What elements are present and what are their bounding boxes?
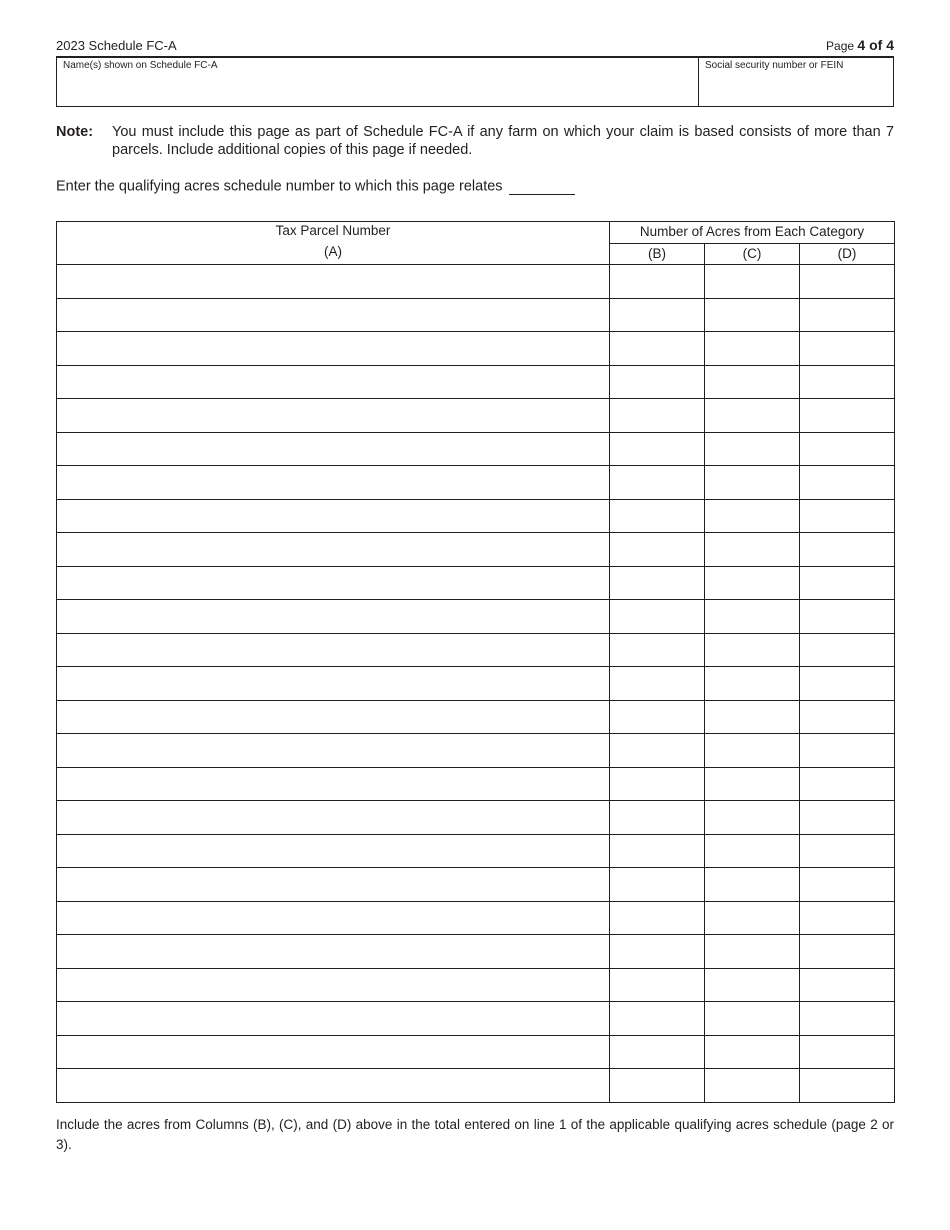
acres-c-input[interactable] bbox=[705, 366, 799, 399]
cell-c bbox=[705, 600, 800, 634]
tax-parcel-number-input[interactable] bbox=[57, 935, 609, 968]
acres-b-input[interactable] bbox=[610, 801, 704, 834]
cell-d bbox=[800, 265, 895, 299]
cell-a bbox=[57, 499, 610, 533]
acres-d-input[interactable] bbox=[800, 868, 894, 901]
cell-b bbox=[610, 399, 705, 433]
acres-b-input[interactable] bbox=[610, 868, 704, 901]
table-row bbox=[57, 834, 895, 868]
note-label: Note: bbox=[56, 124, 94, 140]
acres-b-input[interactable] bbox=[610, 969, 704, 1002]
cell-c bbox=[705, 432, 800, 466]
acres-b-input[interactable] bbox=[610, 701, 704, 734]
acres-d-input[interactable] bbox=[800, 1036, 894, 1069]
acres-d-input[interactable] bbox=[800, 768, 894, 801]
cell-b bbox=[610, 968, 705, 1002]
cell-c bbox=[705, 399, 800, 433]
acres-b-input[interactable] bbox=[610, 299, 704, 332]
acres-c-input[interactable] bbox=[705, 969, 799, 1002]
cell-b bbox=[610, 901, 705, 935]
tax-parcel-number-input[interactable] bbox=[57, 1036, 609, 1069]
cell-a bbox=[57, 868, 610, 902]
cell-a bbox=[57, 365, 610, 399]
table-row bbox=[57, 633, 895, 667]
tax-parcel-number-input[interactable] bbox=[57, 835, 609, 868]
tax-parcel-number-input[interactable] bbox=[57, 969, 609, 1002]
acres-d-input[interactable] bbox=[800, 466, 894, 499]
cell-c bbox=[705, 1002, 800, 1036]
cell-a bbox=[57, 901, 610, 935]
schedule-reference bbox=[56, 178, 575, 195]
cell-c bbox=[705, 734, 800, 768]
cell-d bbox=[800, 734, 895, 768]
col-a-header bbox=[57, 222, 610, 265]
name-input[interactable] bbox=[63, 76, 692, 100]
cell-c bbox=[705, 566, 800, 600]
name-cell bbox=[57, 58, 699, 106]
cell-d bbox=[800, 700, 895, 734]
cell-a bbox=[57, 466, 610, 500]
acres-c-input[interactable] bbox=[705, 1069, 799, 1102]
acres-b-input[interactable] bbox=[610, 667, 704, 700]
cell-b bbox=[610, 466, 705, 500]
taxpayer-id-box bbox=[56, 56, 894, 107]
cell-a bbox=[57, 734, 610, 768]
acres-b-input[interactable] bbox=[610, 902, 704, 935]
cell-c bbox=[705, 767, 800, 801]
tax-parcel-number-input[interactable] bbox=[57, 701, 609, 734]
acres-b-input[interactable] bbox=[610, 935, 704, 968]
acres-d-input[interactable] bbox=[800, 634, 894, 667]
cell-b bbox=[610, 1002, 705, 1036]
cell-b bbox=[610, 868, 705, 902]
cell-a bbox=[57, 265, 610, 299]
table-row bbox=[57, 1069, 895, 1103]
cell-b bbox=[610, 499, 705, 533]
acres-d-input[interactable] bbox=[800, 366, 894, 399]
col-c-header: (C) bbox=[705, 243, 800, 265]
table-row bbox=[57, 298, 895, 332]
tax-parcel-number-input[interactable] bbox=[57, 801, 609, 834]
cell-d bbox=[800, 968, 895, 1002]
acres-c-input[interactable] bbox=[705, 734, 799, 767]
cell-a bbox=[57, 332, 610, 366]
acres-c-input[interactable] bbox=[705, 299, 799, 332]
schedule-reference-text: Enter the qualifying acres schedule number to which this page relates bbox=[56, 178, 503, 195]
cell-d bbox=[800, 868, 895, 902]
cell-a bbox=[57, 834, 610, 868]
cell-a bbox=[57, 533, 610, 567]
acres-d-input[interactable] bbox=[800, 1002, 894, 1035]
table-row bbox=[57, 700, 895, 734]
schedule-number-input[interactable] bbox=[509, 178, 575, 195]
acres-d-input[interactable] bbox=[800, 902, 894, 935]
acres-b-input[interactable] bbox=[610, 332, 704, 365]
acres-c-input[interactable] bbox=[705, 1002, 799, 1035]
acres-b-input[interactable] bbox=[610, 433, 704, 466]
cell-c bbox=[705, 868, 800, 902]
acres-d-input[interactable] bbox=[800, 533, 894, 566]
cell-b bbox=[610, 332, 705, 366]
tax-parcel-number-input[interactable] bbox=[57, 734, 609, 767]
tax-parcel-number-input[interactable] bbox=[57, 868, 609, 901]
acres-d-input[interactable] bbox=[800, 734, 894, 767]
cell-d bbox=[800, 499, 895, 533]
table-row bbox=[57, 667, 895, 701]
acres-b-input[interactable] bbox=[610, 634, 704, 667]
table-row bbox=[57, 399, 895, 433]
parcel-table bbox=[56, 221, 895, 1103]
tax-parcel-number-input[interactable] bbox=[57, 332, 609, 365]
name-label: Name(s) shown on Schedule FC-A bbox=[63, 60, 218, 71]
footer-instruction: Include the acres from Columns (B), (C), and (D) above in the total entered on line 1 of the applicable qualifying acres schedule (page 2 or 3). bbox=[56, 1117, 894, 1152]
cell-c bbox=[705, 1069, 800, 1103]
acres-b-input[interactable] bbox=[610, 399, 704, 432]
note-block bbox=[56, 123, 894, 159]
acres-c-input[interactable] bbox=[705, 667, 799, 700]
cell-c bbox=[705, 700, 800, 734]
cell-d bbox=[800, 667, 895, 701]
table-row bbox=[57, 533, 895, 567]
cell-c bbox=[705, 667, 800, 701]
cell-d bbox=[800, 767, 895, 801]
tax-parcel-number-input[interactable] bbox=[57, 634, 609, 667]
cell-a bbox=[57, 968, 610, 1002]
cell-a bbox=[57, 399, 610, 433]
acres-c-input[interactable] bbox=[705, 399, 799, 432]
acres-c-input[interactable] bbox=[705, 567, 799, 600]
col-d-header: (D) bbox=[800, 243, 895, 265]
acres-d-input[interactable] bbox=[800, 600, 894, 633]
page-prefix: Page bbox=[826, 39, 855, 53]
cell-b bbox=[610, 935, 705, 969]
table-row bbox=[57, 868, 895, 902]
acres-b-input[interactable] bbox=[610, 533, 704, 566]
acres-b-input[interactable] bbox=[610, 768, 704, 801]
cell-b bbox=[610, 600, 705, 634]
cell-c bbox=[705, 466, 800, 500]
cell-a bbox=[57, 667, 610, 701]
tax-parcel-number-input[interactable] bbox=[57, 433, 609, 466]
col-a-letter: (A) bbox=[324, 244, 342, 259]
tax-parcel-number-input[interactable] bbox=[57, 366, 609, 399]
cell-b bbox=[610, 432, 705, 466]
col-a-title: Tax Parcel Number bbox=[275, 223, 391, 238]
page-number: 4 of 4 bbox=[857, 37, 894, 53]
cell-d bbox=[800, 533, 895, 567]
cell-b bbox=[610, 734, 705, 768]
table-row bbox=[57, 432, 895, 466]
cell-d bbox=[800, 332, 895, 366]
cell-a bbox=[57, 566, 610, 600]
cell-a bbox=[57, 600, 610, 634]
cell-a bbox=[57, 801, 610, 835]
acres-c-input[interactable] bbox=[705, 868, 799, 901]
acres-group-header: Number of Acres from Each Category bbox=[610, 222, 895, 244]
acres-c-input[interactable] bbox=[705, 902, 799, 935]
acres-c-input[interactable] bbox=[705, 466, 799, 499]
form-title: 2023 Schedule FC-A bbox=[56, 38, 177, 53]
acres-b-input[interactable] bbox=[610, 734, 704, 767]
cell-d bbox=[800, 1035, 895, 1069]
acres-c-input[interactable] bbox=[705, 835, 799, 868]
tax-parcel-number-input[interactable] bbox=[57, 1069, 609, 1102]
acres-d-input[interactable] bbox=[800, 835, 894, 868]
acres-d-input[interactable] bbox=[800, 332, 894, 365]
cell-b bbox=[610, 1069, 705, 1103]
table-row bbox=[57, 332, 895, 366]
acres-c-input[interactable] bbox=[705, 634, 799, 667]
cell-a bbox=[57, 935, 610, 969]
col-b-header: (B) bbox=[610, 243, 705, 265]
note-text: You must include this page as part of Schedule FC-A if any farm on which your claim is based consists of more than 7 parcels. Include additional copies of this page if needed. bbox=[112, 124, 894, 158]
acres-c-input[interactable] bbox=[705, 1036, 799, 1069]
cell-b bbox=[610, 767, 705, 801]
tax-parcel-number-input[interactable] bbox=[57, 667, 609, 700]
acres-c-input[interactable] bbox=[705, 935, 799, 968]
cell-d bbox=[800, 1002, 895, 1036]
acres-d-input[interactable] bbox=[800, 1069, 894, 1102]
acres-c-input[interactable] bbox=[705, 801, 799, 834]
cell-a bbox=[57, 700, 610, 734]
cell-b bbox=[610, 533, 705, 567]
table-row bbox=[57, 968, 895, 1002]
acres-d-input[interactable] bbox=[800, 433, 894, 466]
cell-b bbox=[610, 365, 705, 399]
table-row bbox=[57, 499, 895, 533]
cell-a bbox=[57, 298, 610, 332]
acres-c-input[interactable] bbox=[705, 433, 799, 466]
ssn-input[interactable] bbox=[705, 76, 887, 100]
tax-parcel-number-input[interactable] bbox=[57, 265, 609, 298]
cell-a bbox=[57, 767, 610, 801]
tax-parcel-number-input[interactable] bbox=[57, 600, 609, 633]
cell-d bbox=[800, 901, 895, 935]
cell-c bbox=[705, 633, 800, 667]
table-row bbox=[57, 1035, 895, 1069]
tax-parcel-number-input[interactable] bbox=[57, 902, 609, 935]
cell-b bbox=[610, 700, 705, 734]
table-row bbox=[57, 901, 895, 935]
cell-d bbox=[800, 466, 895, 500]
cell-d bbox=[800, 399, 895, 433]
table-row bbox=[57, 365, 895, 399]
acres-b-input[interactable] bbox=[610, 835, 704, 868]
table-row bbox=[57, 767, 895, 801]
acres-c-input[interactable] bbox=[705, 768, 799, 801]
acres-c-input[interactable] bbox=[705, 265, 799, 298]
tax-parcel-number-input[interactable] bbox=[57, 533, 609, 566]
table-row bbox=[57, 600, 895, 634]
cell-d bbox=[800, 633, 895, 667]
cell-a bbox=[57, 633, 610, 667]
acres-c-input[interactable] bbox=[705, 600, 799, 633]
cell-d bbox=[800, 935, 895, 969]
acres-c-input[interactable] bbox=[705, 500, 799, 533]
table-row bbox=[57, 265, 895, 299]
cell-d bbox=[800, 432, 895, 466]
cell-d bbox=[800, 566, 895, 600]
cell-a bbox=[57, 1002, 610, 1036]
acres-b-input[interactable] bbox=[610, 1002, 704, 1035]
acres-c-input[interactable] bbox=[705, 701, 799, 734]
tax-parcel-number-input[interactable] bbox=[57, 567, 609, 600]
cell-d bbox=[800, 298, 895, 332]
cell-b bbox=[610, 667, 705, 701]
cell-d bbox=[800, 834, 895, 868]
cell-c bbox=[705, 935, 800, 969]
cell-b bbox=[610, 1035, 705, 1069]
tax-parcel-number-input[interactable] bbox=[57, 466, 609, 499]
acres-c-input[interactable] bbox=[705, 332, 799, 365]
tax-parcel-number-input[interactable] bbox=[57, 399, 609, 432]
cell-c bbox=[705, 834, 800, 868]
table-row bbox=[57, 801, 895, 835]
cell-c bbox=[705, 901, 800, 935]
cell-b bbox=[610, 834, 705, 868]
cell-d bbox=[800, 365, 895, 399]
acres-d-input[interactable] bbox=[800, 935, 894, 968]
table-row bbox=[57, 466, 895, 500]
acres-d-input[interactable] bbox=[800, 701, 894, 734]
cell-a bbox=[57, 1035, 610, 1069]
acres-b-input[interactable] bbox=[610, 600, 704, 633]
cell-a bbox=[57, 1069, 610, 1103]
cell-c bbox=[705, 332, 800, 366]
tax-parcel-number-input[interactable] bbox=[57, 1002, 609, 1035]
tax-parcel-number-input[interactable] bbox=[57, 500, 609, 533]
acres-b-input[interactable] bbox=[610, 500, 704, 533]
acres-d-input[interactable] bbox=[800, 299, 894, 332]
table-row bbox=[57, 566, 895, 600]
table-row bbox=[57, 935, 895, 969]
cell-c bbox=[705, 265, 800, 299]
table-row bbox=[57, 734, 895, 768]
cell-c bbox=[705, 298, 800, 332]
cell-b bbox=[610, 633, 705, 667]
cell-c bbox=[705, 499, 800, 533]
ssn-label: Social security number or FEIN bbox=[705, 60, 844, 71]
cell-b bbox=[610, 566, 705, 600]
cell-d bbox=[800, 1069, 895, 1103]
cell-b bbox=[610, 265, 705, 299]
acres-b-input[interactable] bbox=[610, 466, 704, 499]
cell-c bbox=[705, 968, 800, 1002]
acres-d-input[interactable] bbox=[800, 667, 894, 700]
cell-c bbox=[705, 533, 800, 567]
acres-b-input[interactable] bbox=[610, 366, 704, 399]
acres-d-input[interactable] bbox=[800, 399, 894, 432]
table-row bbox=[57, 1002, 895, 1036]
tax-parcel-number-input[interactable] bbox=[57, 768, 609, 801]
cell-b bbox=[610, 298, 705, 332]
acres-d-input[interactable] bbox=[800, 969, 894, 1002]
cell-d bbox=[800, 801, 895, 835]
acres-c-input[interactable] bbox=[705, 533, 799, 566]
ssn-cell bbox=[699, 58, 893, 106]
page-indicator bbox=[826, 37, 894, 53]
cell-a bbox=[57, 432, 610, 466]
cell-c bbox=[705, 365, 800, 399]
cell-d bbox=[800, 600, 895, 634]
tax-parcel-number-input[interactable] bbox=[57, 299, 609, 332]
acres-b-input[interactable] bbox=[610, 265, 704, 298]
cell-c bbox=[705, 1035, 800, 1069]
cell-b bbox=[610, 801, 705, 835]
acres-b-input[interactable] bbox=[610, 1069, 704, 1102]
acres-d-input[interactable] bbox=[800, 801, 894, 834]
acres-b-input[interactable] bbox=[610, 567, 704, 600]
acres-d-input[interactable] bbox=[800, 265, 894, 298]
acres-d-input[interactable] bbox=[800, 567, 894, 600]
cell-c bbox=[705, 801, 800, 835]
acres-d-input[interactable] bbox=[800, 500, 894, 533]
acres-b-input[interactable] bbox=[610, 1036, 704, 1069]
